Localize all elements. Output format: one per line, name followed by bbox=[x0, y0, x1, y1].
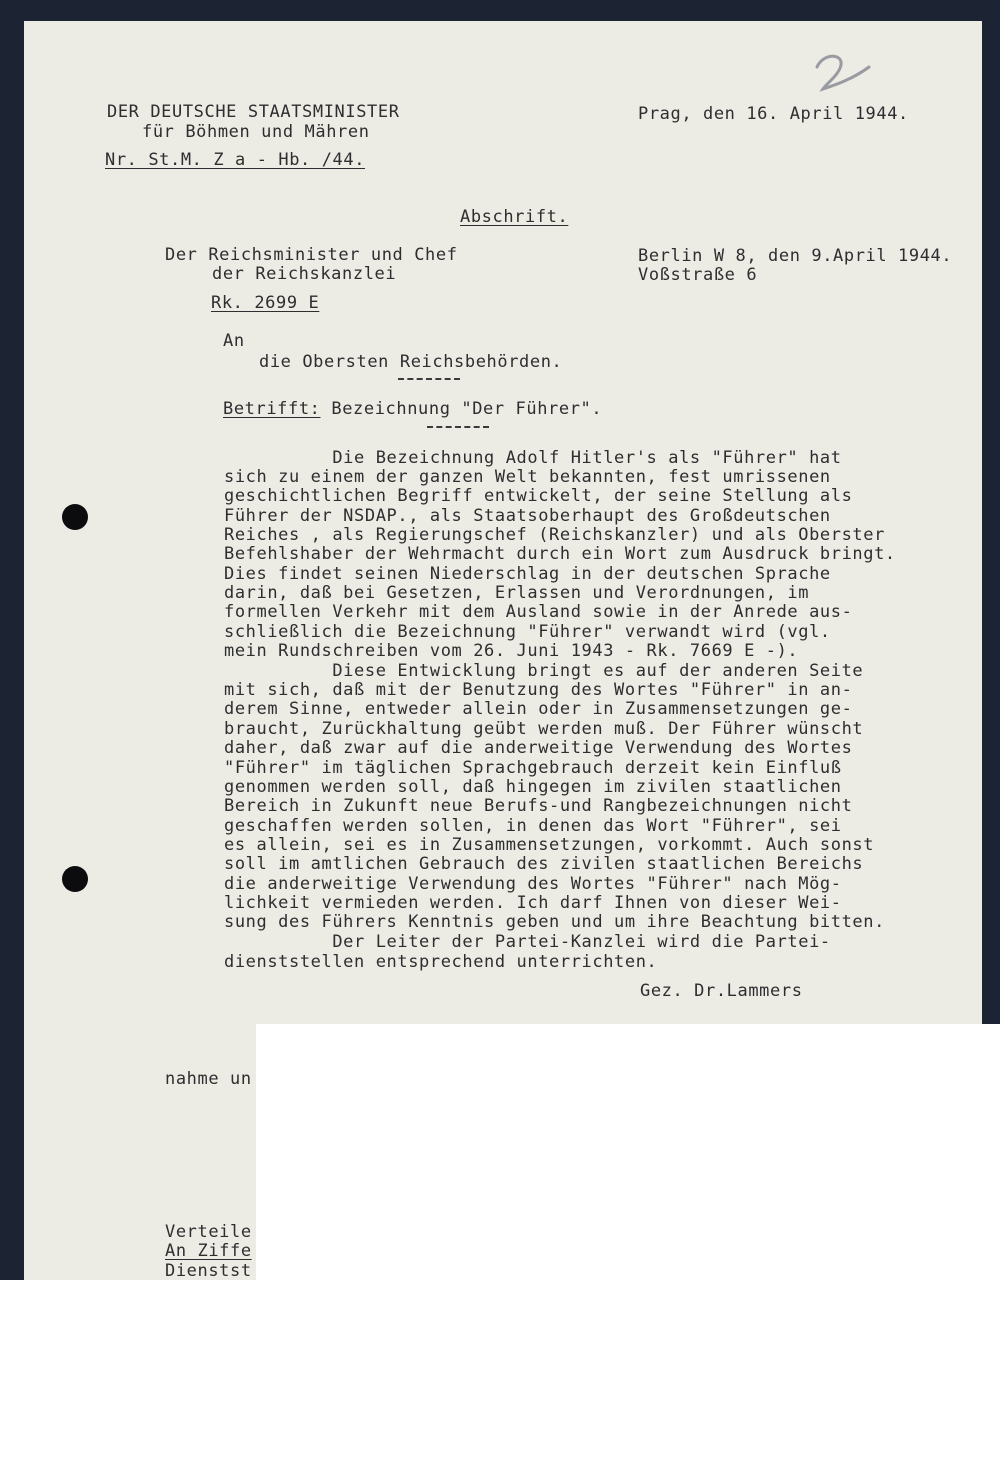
body-line: schließlich die Bezeichnung "Führer" verwandt wird (vgl. bbox=[224, 622, 831, 642]
body-line: mein Rundschreiben vom 26. Juni 1943 - Rk. 7669 E -). bbox=[224, 641, 799, 661]
body-line: dienststellen entsprechend unterrichten. bbox=[224, 952, 658, 972]
subject-line bbox=[223, 399, 602, 419]
body-line: sung des Führers Kenntnis geben und um ihre Beachtung bitten. bbox=[224, 912, 885, 932]
ministry-line1: DER DEUTSCHE STAATSMINISTER bbox=[107, 102, 400, 122]
body-line: lichkeit vermieden werden. Ich darf Ihnen von dieser Wei- bbox=[224, 893, 842, 913]
footer-fragment: An Ziffe bbox=[165, 1241, 252, 1261]
punch-hole bbox=[62, 866, 88, 892]
body-line: Befehlshaber der Wehrmacht durch ein Wort zum Ausdruck bringt. bbox=[224, 544, 896, 564]
recipient-line1: An bbox=[223, 331, 245, 351]
document-title: Abschrift. bbox=[460, 207, 569, 227]
footer-fragment: Verteile bbox=[165, 1222, 252, 1242]
punch-hole bbox=[62, 504, 88, 530]
footer-fragment: nahme un bbox=[165, 1069, 252, 1089]
ministry-line2: für Böhmen und Mähren bbox=[142, 122, 370, 142]
subject-label: Betrifft: bbox=[223, 399, 321, 419]
body-line: Die Bezeichnung Adolf Hitler's als "Führer" hat bbox=[224, 448, 842, 468]
letterhead-place-date: Berlin W 8, den 9.April 1944. bbox=[638, 246, 953, 266]
body-line: braucht, Zurückhaltung geübt werden muß. Der Führer wünscht bbox=[224, 719, 864, 739]
sender-line2: der Reichskanzlei bbox=[212, 264, 397, 284]
body-line: Der Leiter der Partei-Kanzlei wird die Partei- bbox=[224, 932, 831, 952]
body-line: geschichtlichen Begriff entwickelt, der seine Stellung als bbox=[224, 486, 853, 506]
separator-dash bbox=[398, 378, 460, 380]
recipient-line2: die Obersten Reichsbehörden. bbox=[259, 352, 563, 372]
body-line: derem Sinne, entweder allein oder in Zusammensetzungen ge- bbox=[224, 699, 853, 719]
body-line: die anderweitige Verwendung des Wortes "Führer" nach Mög- bbox=[224, 874, 842, 894]
body-line: Führer der NSDAP., als Staatsoberhaupt des Großdeutschen bbox=[224, 506, 831, 526]
body-line: soll im amtlichen Gebrauch des zivilen staatlichen Bereichs bbox=[224, 854, 864, 874]
letterhead-street: Voßstraße 6 bbox=[638, 265, 758, 285]
redaction-block bbox=[256, 1024, 1000, 1280]
body-line: mit sich, daß mit der Benutzung des Wortes "Führer" in an- bbox=[224, 680, 853, 700]
header-reference: Nr. St.M. Z a - Hb. /44. bbox=[105, 150, 366, 170]
body-line: Reiches , als Regierungschef (Reichskanzler) und als Oberster bbox=[224, 525, 885, 545]
letterhead-reference: Rk. 2699 E bbox=[211, 293, 320, 313]
body-line: es allein, sei es in Zusammensetzungen, vorkommt. Auch sonst bbox=[224, 835, 875, 855]
signature: Gez. Dr.Lammers bbox=[640, 981, 803, 1001]
body-line: Bereich in Zukunft neue Berufs-und Rangbezeichnungen nicht bbox=[224, 796, 853, 816]
footer-fragment: Dienstst bbox=[165, 1261, 252, 1281]
body-line: Dies findet seinen Niederschlag in der deutschen Sprache bbox=[224, 564, 831, 584]
handwritten-page-number bbox=[809, 49, 879, 94]
body-line: formellen Verkehr mit dem Ausland sowie in der Anrede aus- bbox=[224, 602, 853, 622]
separator-dash bbox=[427, 426, 489, 428]
body-line: sich zu einem der ganzen Welt bekannten, fest umrissenen bbox=[224, 467, 831, 487]
body-line: genommen werden soll, daß hingegen im zivilen staatlichen bbox=[224, 777, 842, 797]
header-place-date: Prag, den 16. April 1944. bbox=[638, 104, 909, 124]
subject-text: Bezeichnung "Der Führer". bbox=[331, 399, 603, 419]
body-line: darin, daß bei Gesetzen, Erlassen und Verordnungen, im bbox=[224, 583, 810, 603]
body-line: geschaffen werden sollen, in denen das Wort "Führer", sei bbox=[224, 816, 842, 836]
body-line: daher, daß zwar auf die anderweitige Verwendung des Wortes bbox=[224, 738, 853, 758]
body-line: Diese Entwicklung bringt es auf der anderen Seite bbox=[224, 661, 864, 681]
body-line: "Führer" im täglichen Sprachgebrauch derzeit kein Einfluß bbox=[224, 758, 842, 778]
sender-line1: Der Reichsminister und Chef bbox=[165, 245, 458, 265]
